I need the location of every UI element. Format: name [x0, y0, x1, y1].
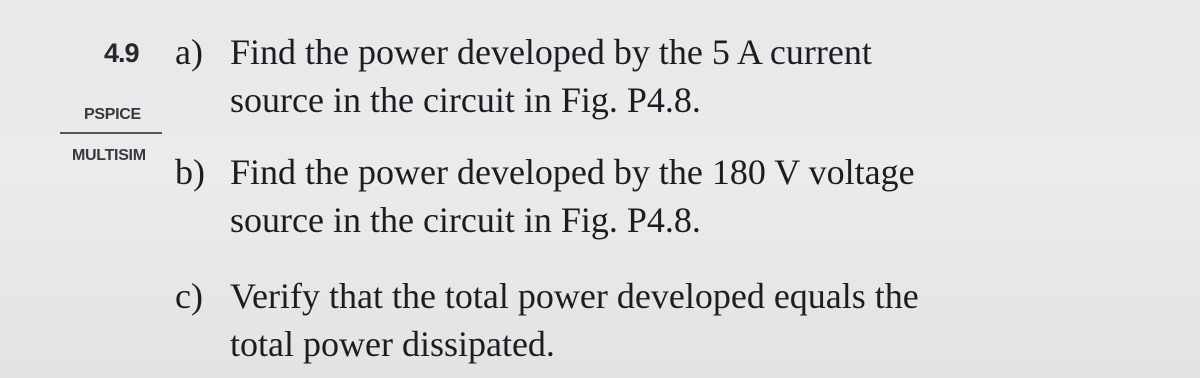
- part-b-letter: b): [175, 152, 205, 192]
- part-c-line-1: Verify that the total power developed equals the: [230, 276, 919, 316]
- part-a-letter: a): [175, 32, 203, 72]
- pspice-tag: PSPICE: [84, 106, 141, 123]
- part-b-line-2: source in the circuit in Fig. P4.8.: [230, 200, 701, 240]
- part-c: [175, 272, 919, 368]
- part-a-line-2: source in the circuit in Fig. P4.8.: [230, 80, 701, 120]
- part-a-line-1: Find the power developed by the 5 A current: [230, 32, 872, 72]
- part-a: [175, 28, 872, 124]
- part-c-letter: c): [175, 276, 203, 316]
- problem-number: 4.9: [104, 38, 139, 68]
- multisim-tag: MULTISIM: [72, 147, 146, 164]
- tag-divider: [60, 132, 162, 134]
- part-b-line-1: Find the power developed by the 180 V voltage: [230, 152, 915, 192]
- part-b: [175, 148, 915, 244]
- part-c-line-2: total power dissipated.: [230, 324, 555, 364]
